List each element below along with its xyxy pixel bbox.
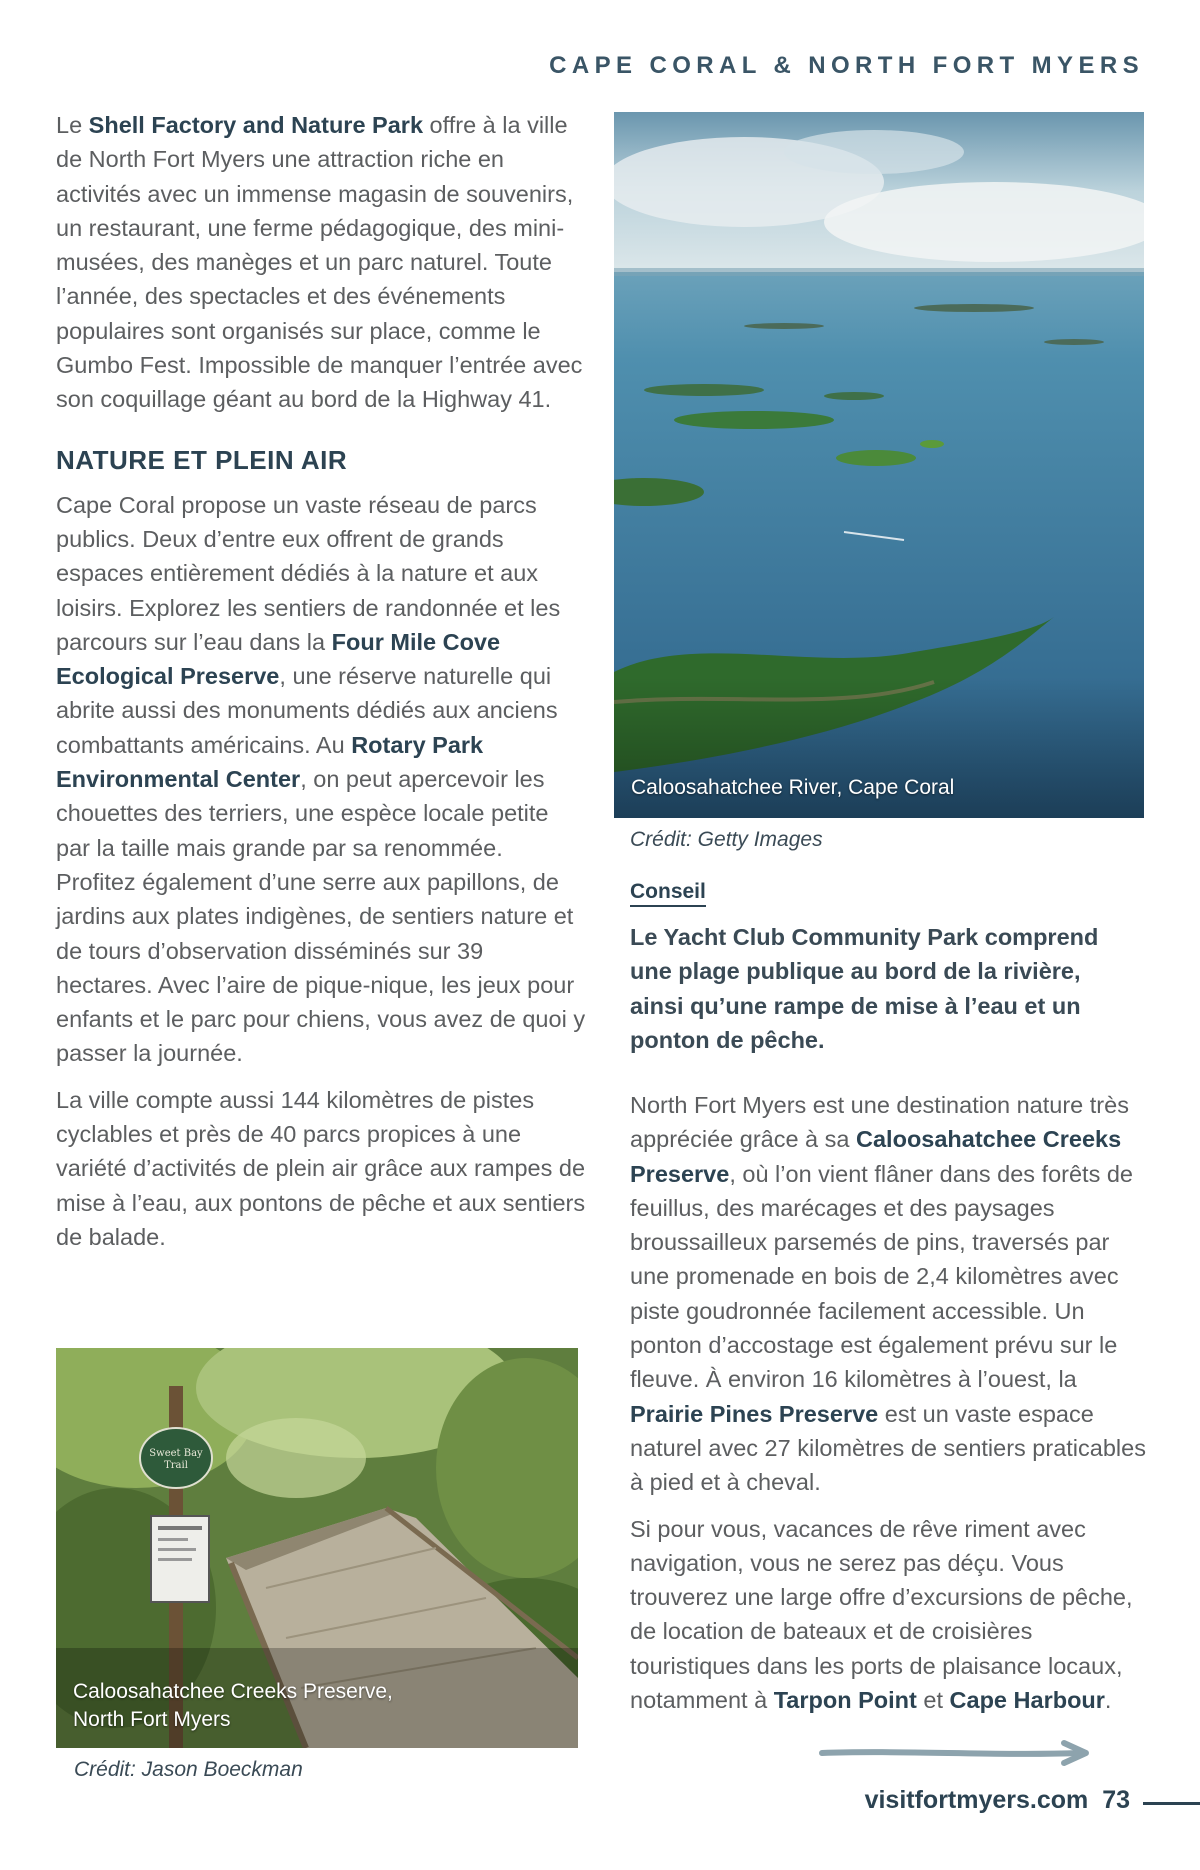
text-run: . xyxy=(1104,1687,1112,1714)
text-run: North Fort Myers est une destination nature très appréciée grâce à sa xyxy=(630,1092,1129,1153)
text-run: et xyxy=(916,1687,950,1714)
trail-photo xyxy=(56,1348,578,1748)
photo-credit: Crédit: Jason Boeckman xyxy=(74,1758,303,1781)
place-name: Tarpon Point xyxy=(773,1687,917,1714)
left-column xyxy=(56,108,586,1266)
section-title: CAPE CORAL & NORTH FORT MYERS xyxy=(549,52,1144,79)
trail-sign-text: Trail xyxy=(164,1460,188,1471)
website-link[interactable]: visitfortmyers.com xyxy=(864,1786,1089,1814)
north-fort-myers-paragraph xyxy=(630,1088,1150,1500)
photo-caption xyxy=(73,1678,393,1734)
place-name: Cape Harbour xyxy=(949,1687,1105,1714)
place-name: Prairie Pines Preserve xyxy=(630,1400,879,1427)
text-run: , où l’on vient flâner dans des forêts de feuillus, des marécages et des paysages broussailleux parsemés de pins, traversés par une promenade en bois de 2,4 kilomètres avec piste goudronnée facilement accessible. Un ponton d’accostage est également prévu sur le fleuve. À environ 16 kilomètres à l’ouest, la xyxy=(630,1160,1133,1393)
place-name: Rotary Park Environmental Center xyxy=(56,731,484,793)
page-number: 73 xyxy=(1102,1786,1130,1814)
caption-line: North Fort Myers xyxy=(73,1708,231,1731)
text-run: Le xyxy=(56,112,89,138)
tip-text: Le Yacht Club Community Park comprend une plage publique au bord de la rivière, ainsi qu’une rampe de mise à l’eau et un ponton de pêche. xyxy=(630,924,1099,1053)
caption-line: Caloosahatchee Creeks Preserve, xyxy=(73,1680,393,1703)
place-name: Caloosahatchee Creeks Preserve xyxy=(630,1126,1122,1187)
place-name: Shell Factory and Nature Park xyxy=(88,112,424,138)
nature-paragraph xyxy=(56,488,586,1071)
photo-caption: Caloosahatchee River, Cape Coral xyxy=(631,776,955,799)
river-photo xyxy=(614,112,1144,818)
arrow-right-icon xyxy=(818,1738,1102,1768)
text-run: offre à la ville de North Fort Myers une attraction riche en activités avec un immense magasin de souvenirs, un restaurant, une ferme pédagogique, des mini-musées, des manèges et un parc naturel. Toute l’année, des spectacles et des événements populaires sont organisés sur place, comme le Gumbo Fest. Impossible de manquer l’entrée avec son coquillage géant au bord de la Highway 41. xyxy=(56,112,583,413)
place-name: Four Mile Cove Ecological Preserve xyxy=(56,628,501,690)
river-aerial-image xyxy=(614,112,1144,818)
text-run: est un vaste espace naturel avec 27 kilomètres de sentiers praticables à pied et à cheval. xyxy=(630,1400,1146,1496)
footer-rule xyxy=(1143,1802,1200,1805)
tip-label: Conseil xyxy=(630,880,706,907)
right-column xyxy=(630,1088,1150,1729)
section-heading: NATURE ET PLEIN AIR xyxy=(56,444,348,475)
photo-credit: Crédit: Getty Images xyxy=(630,828,823,851)
text-run: , on peut apercevoir les chouettes des terriers, une espèce locale petite par la taille mais grande par sa renommée. Profitez également d’une serre aux papillons, de jardins aux plates indigènes, de sentiers nature et de tours d’observation disséminés sur 39 hectares. Avec l’aire de pique-nique, les jeux pour enfants et le parc pour chiens, vous avez de quoi y passer la journée. xyxy=(56,766,586,1067)
intro-paragraph xyxy=(56,108,586,417)
trail-sign-text: Sweet Bay xyxy=(149,1448,203,1459)
boating-paragraph xyxy=(630,1512,1150,1718)
footer xyxy=(865,1786,1130,1815)
text-run: , une réserve naturelle qui abrite aussi des monuments dédiés aux anciens combattants américains. Au xyxy=(56,663,558,758)
text-run: Si pour vous, vacances de rêve riment avec navigation, vous ne serez pas déçu. Vous trouverez une large offre d’excursions de pêche, de location de bateaux et de croisières touristiques dans les ports de plaisance locaux, notamment à xyxy=(630,1515,1133,1714)
cycling-paragraph: La ville compte aussi 144 kilomètres de pistes cyclables et près de 40 parcs propices à une variété d’activités de plein air grâce aux rampes de mise à l’eau, aux pontons de pêche et aux sentiers de balade. xyxy=(56,1086,586,1250)
text-run: Cape Coral propose un vaste réseau de parcs publics. Deux d’entre eux offrent de grands espaces entièrement dédiés à la nature et aux loisirs. Explorez les sentiers de randonnée et les parcours sur l’eau dans la xyxy=(56,491,561,655)
